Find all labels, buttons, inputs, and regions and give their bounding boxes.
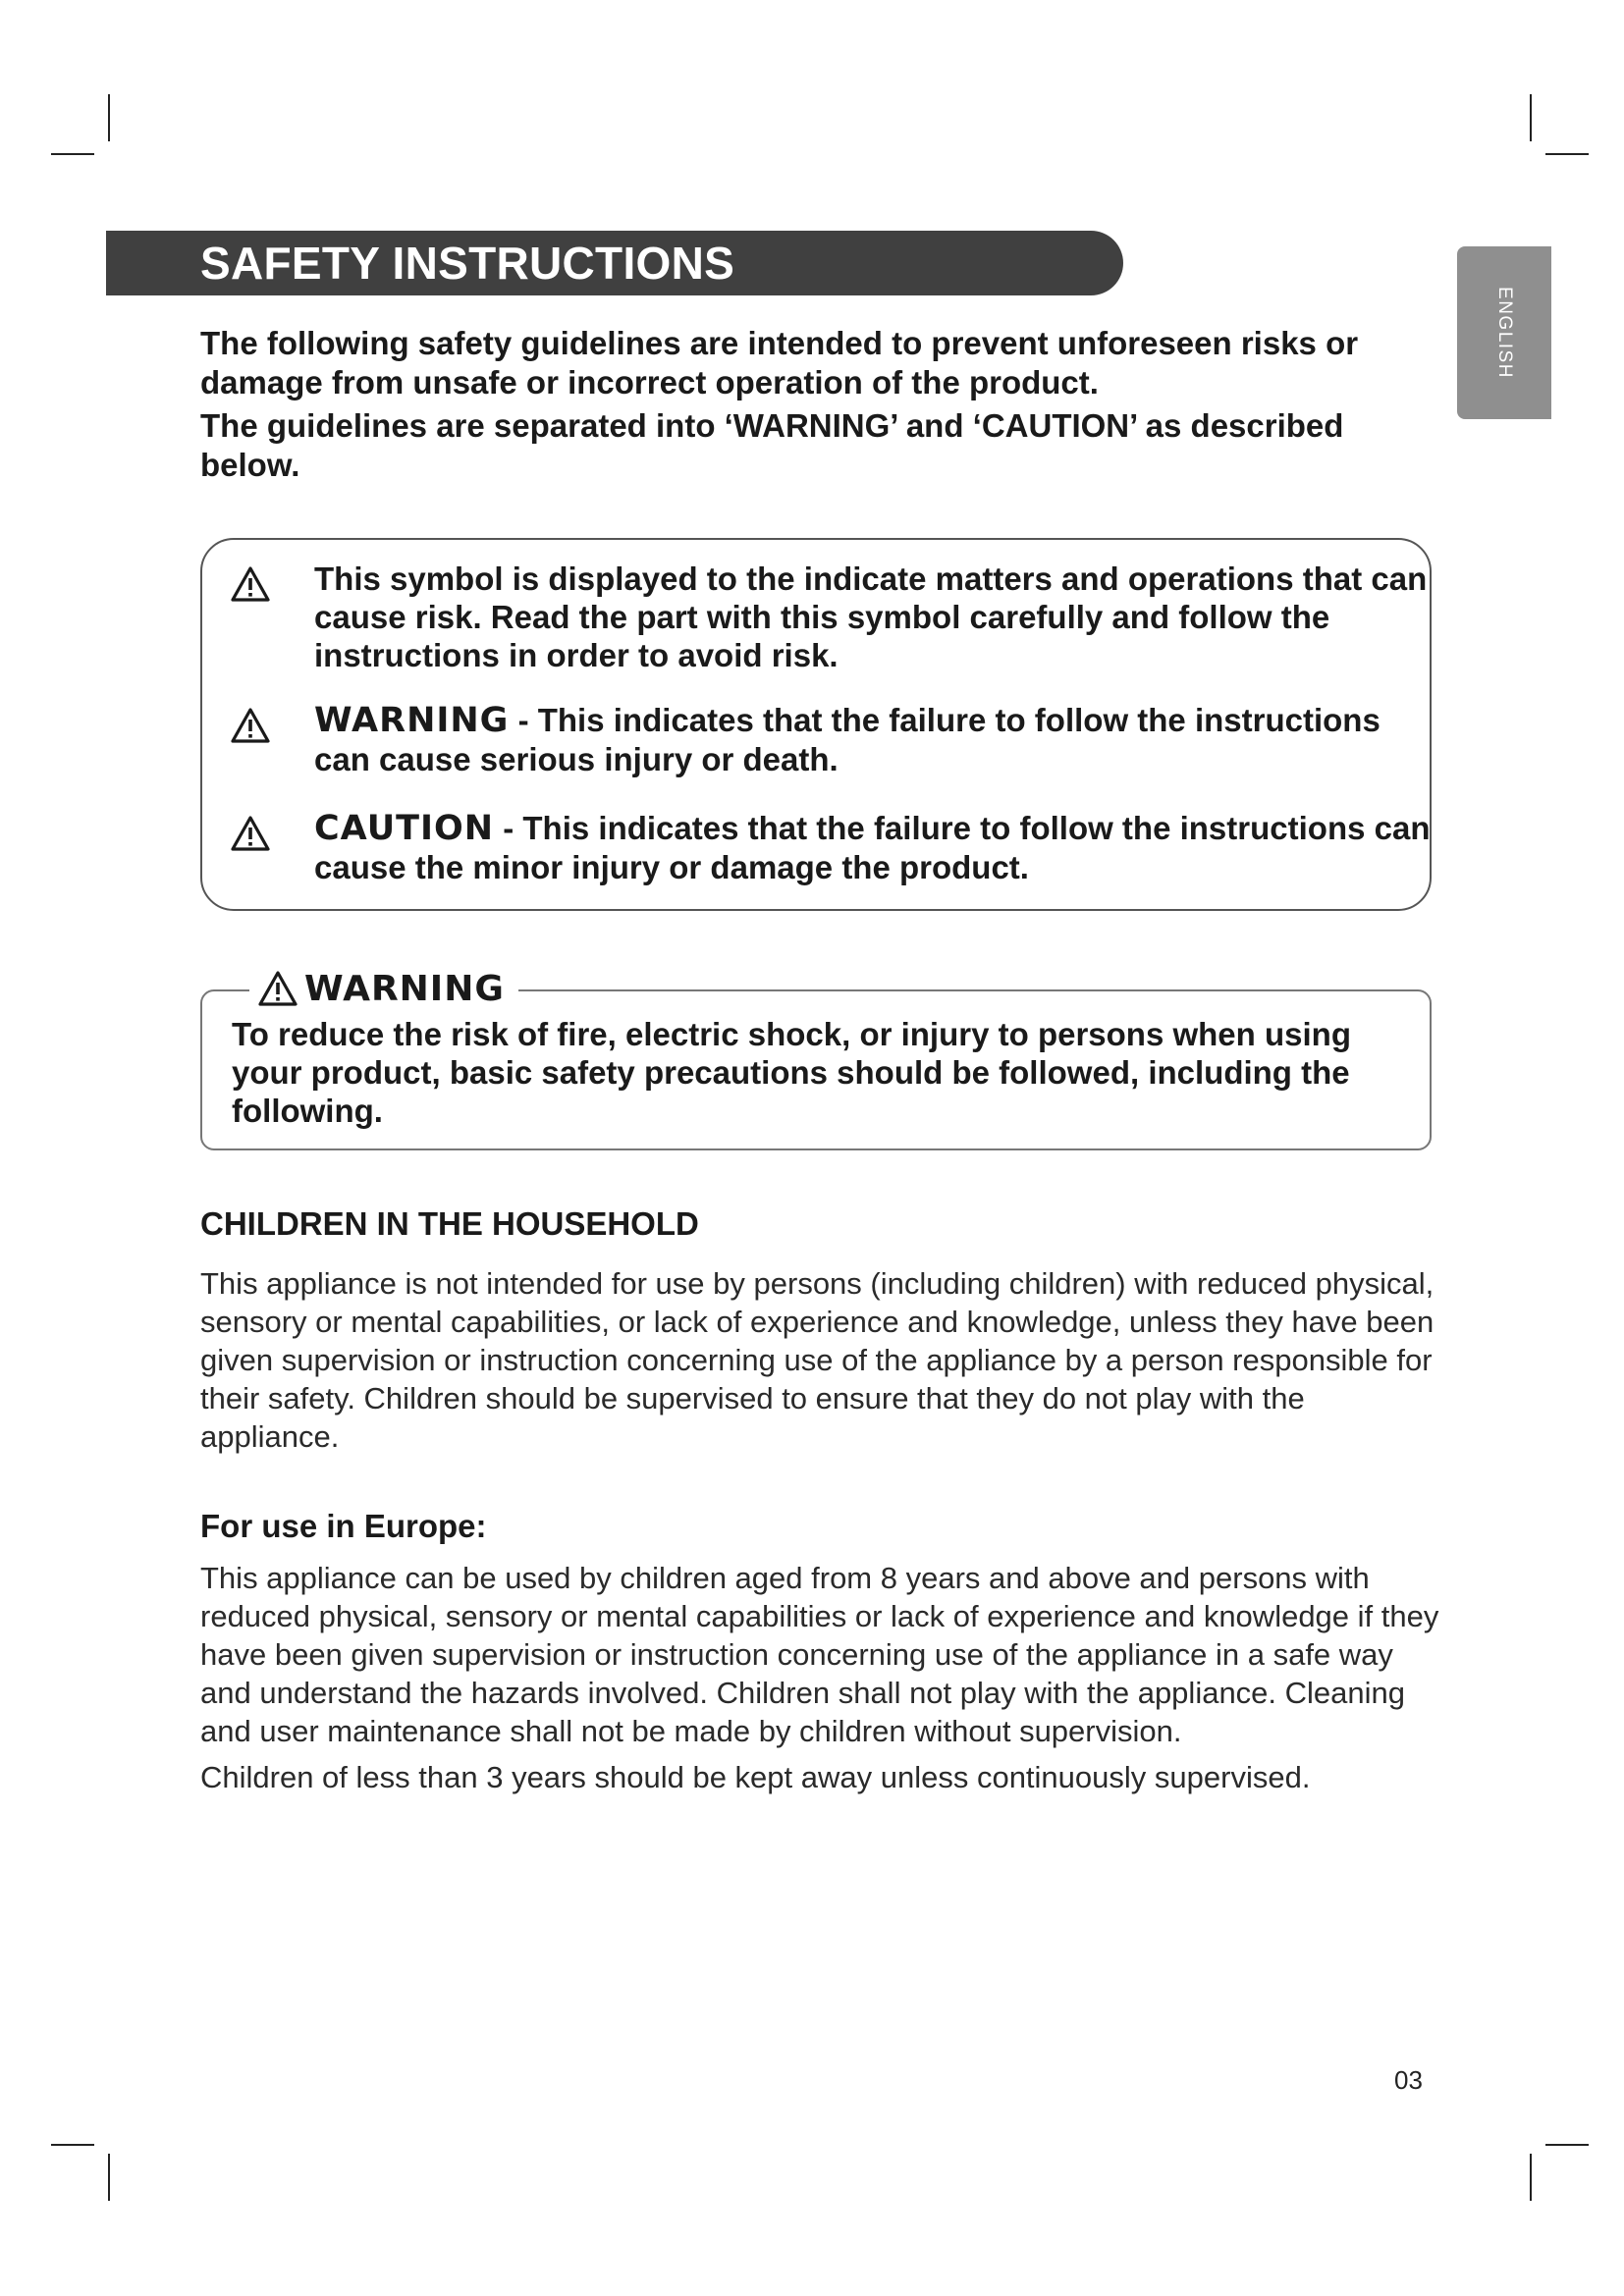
caution-description: - This indicates that the failure to follow the instructions can cause the minor injury or damage the product.: [314, 810, 1431, 885]
symbol-legend-caution-text: [314, 809, 1434, 886]
europe-section-body: [200, 1559, 1439, 1796]
crop-mark-top-left-h: [51, 153, 94, 155]
children-section-body: [200, 1264, 1439, 1456]
europe-section-paragraph: This appliance can be used by children aged from 8 years and above and persons with reduced physical, sensory or mental capabilities or lack of experience and knowledge if they have been given supervision or instruction concerning use of the appliance in a safe way and understand the hazards involved. Children shall not play with the appliance. Cleaning and user maintenance shall not be made by children without supervision.: [200, 1561, 1439, 1748]
crop-mark-top-right-h: [1545, 153, 1589, 155]
language-tab-label: ENGLISH: [1494, 287, 1515, 379]
europe-section-heading: For use in Europe:: [200, 1508, 487, 1544]
warning-triangle-icon: [230, 565, 271, 603]
crop-mark-bottom-left-h: [51, 2144, 94, 2146]
warning-box-title: [249, 966, 518, 1011]
warning-triangle-icon: [230, 815, 271, 852]
symbol-legend-warning-text: [314, 701, 1434, 778]
page-number: 03: [1394, 2065, 1423, 2095]
language-tab: [1457, 246, 1551, 419]
europe-section-paragraph: Children of less than 3 years should be kept away unless continuously supervised.: [200, 1760, 1311, 1794]
intro-paragraph: The guidelines are separated into ‘WARNING’ and ‘CAUTION’ as described below.: [200, 407, 1344, 483]
children-section-heading: CHILDREN IN THE HOUSEHOLD: [200, 1205, 699, 1242]
caution-keyword: CAUTION: [314, 809, 495, 848]
crop-mark-bottom-right-v: [1530, 2154, 1532, 2201]
children-section-paragraph: This appliance is not intended for use by persons (including children) with reduced physical, sensory or mental capabilities, or lack of experience and knowledge, unless they have been given supervision or instruction concerning use of the appliance by a person responsible for their safety. Children should be supervised to ensure that they do not play with the appliance.: [200, 1266, 1435, 1454]
symbol-legend-general-text: This symbol is displayed to the indicate matters and operations that can cause risk. Read the part with this symbol carefully and follow the instructions in order to avoid risk.: [314, 561, 1428, 673]
page-title: SAFETY INSTRUCTIONS: [200, 238, 735, 289]
warning-triangle-icon: [230, 707, 271, 744]
symbol-legend-box: [200, 538, 1432, 911]
crop-mark-bottom-left-v: [108, 2154, 110, 2201]
warning-box-title-text: WARNING: [304, 968, 505, 1009]
intro-paragraph: The following safety guidelines are intended to prevent unforeseen risks or damage from unsafe or incorrect operation of the product.: [200, 325, 1359, 400]
crop-mark-top-right-v: [1530, 94, 1532, 141]
warning-box-body: To reduce the risk of fire, electric shock, or injury to persons when using your product, basic safety precautions should be followed, including the following.: [232, 1016, 1351, 1129]
crop-mark-top-left-v: [108, 94, 110, 141]
warning-triangle-icon: [257, 970, 298, 1007]
warning-description: - This indicates that the failure to follow the instructions can cause serious injury or death.: [314, 702, 1380, 777]
section-banner: [106, 231, 1123, 295]
warning-box: [200, 968, 1432, 1150]
intro: [200, 324, 1428, 489]
warning-keyword: WARNING: [314, 701, 510, 740]
crop-mark-bottom-right-h: [1545, 2144, 1589, 2146]
